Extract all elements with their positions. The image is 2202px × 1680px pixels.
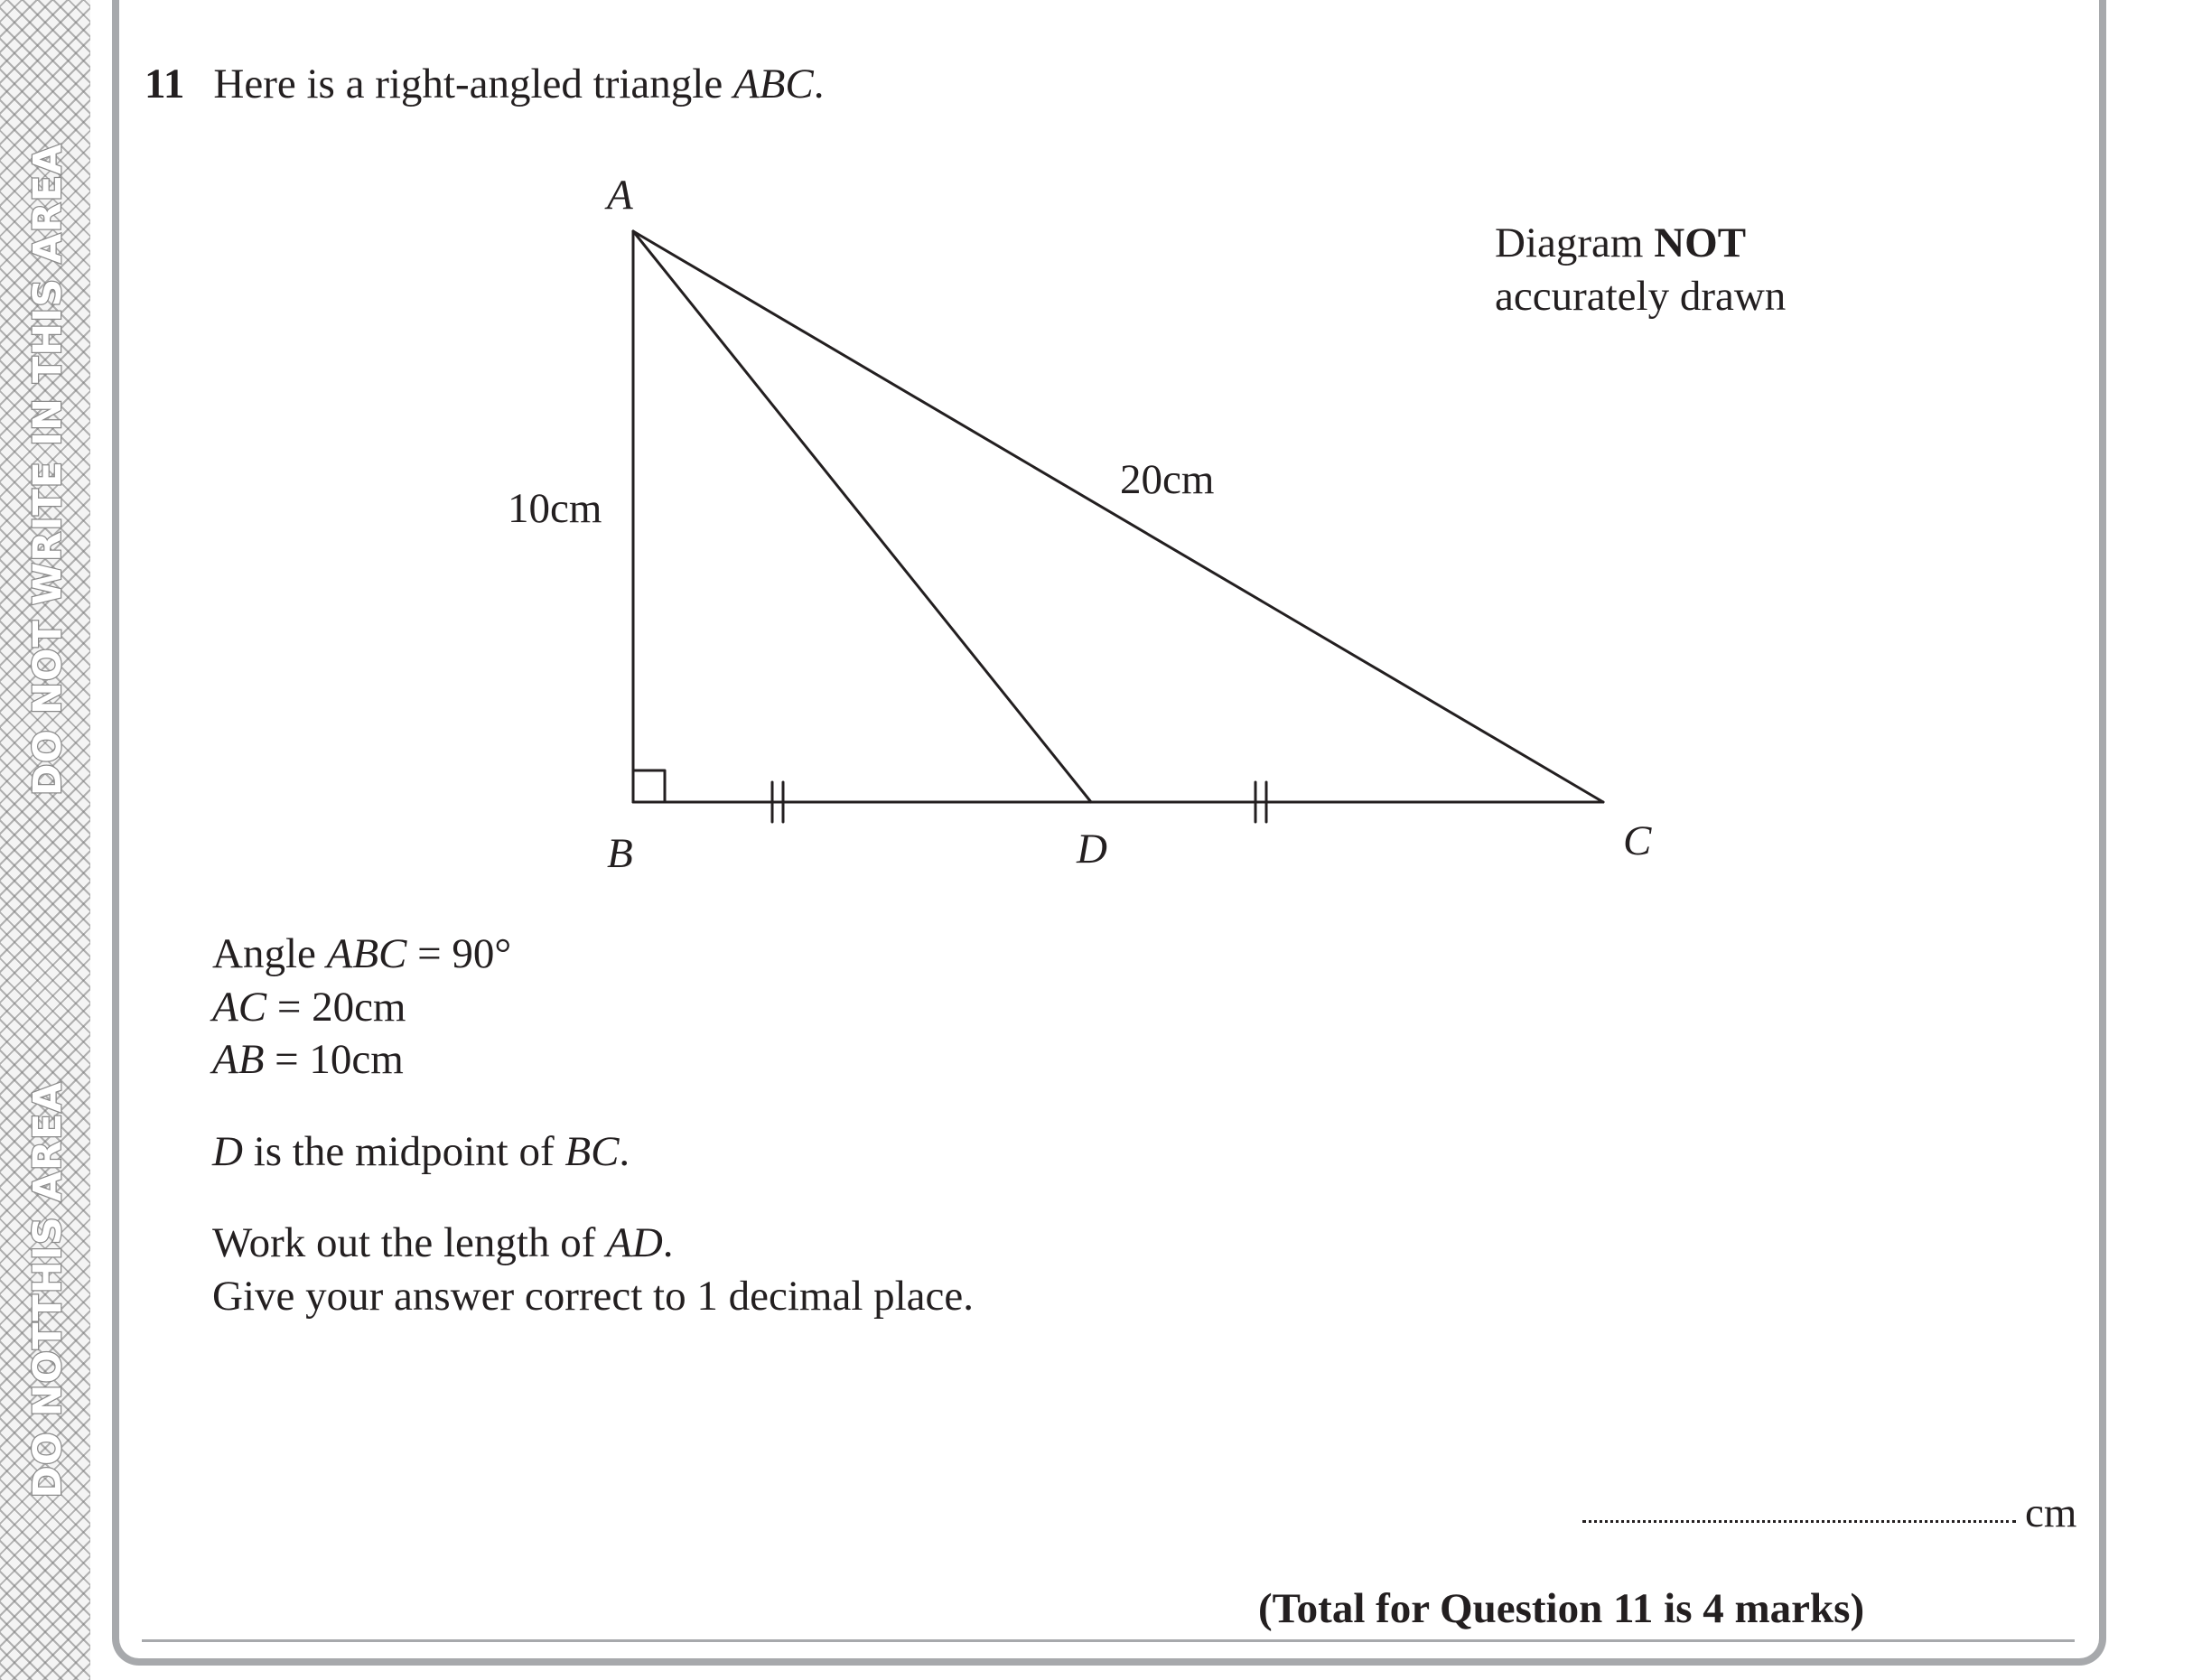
question-triangle-name: ABC <box>732 61 814 107</box>
answer-line[interactable] <box>1582 1520 2016 1523</box>
vertex-a-label: A <box>607 172 633 219</box>
side-ac <box>633 231 1603 802</box>
given-midpoint: D is the midpoint of BC. <box>212 1128 630 1175</box>
given-angle-abc: Angle ABC = 90° <box>212 930 512 977</box>
side-ac-length: 20cm <box>1120 456 1215 503</box>
task-line1: Work out the length of AD. <box>212 1219 674 1266</box>
given-ab-length: AB = 10cm <box>212 1036 404 1083</box>
question-intro: Here is a right-angled triangle <box>213 61 733 107</box>
segment-ad <box>633 231 1091 802</box>
side-ab-length: 10cm <box>508 485 602 532</box>
margin-warning-bottom: DO NOTTHIS AREA <box>25 1081 70 1498</box>
vertex-d-label: D <box>1077 826 1107 873</box>
margin-warning-top: DO NOT WRITE IN THIS AREA <box>25 143 70 797</box>
question-heading: 11 Here is a right-angled triangle ABC. <box>145 61 825 107</box>
given-ac-length: AC = 20cm <box>212 984 406 1031</box>
diagram-note-line2: accurately drawn <box>1495 273 1787 320</box>
total-marks: (Total for Question 11 is 4 marks) <box>1258 1585 1865 1632</box>
diagram-note-line1: Diagram NOT <box>1495 219 1747 266</box>
diagram-note-not: NOT <box>1654 219 1747 266</box>
right-angle-marker <box>633 770 665 802</box>
task-line2: Give your answer correct to 1 decimal place. <box>212 1273 975 1320</box>
total-rule <box>142 1639 2075 1642</box>
answer-unit: cm <box>2025 1489 2077 1536</box>
vertex-b-label: B <box>607 830 633 877</box>
vertex-c-label: C <box>1623 817 1652 864</box>
question-number: 11 <box>145 61 185 107</box>
